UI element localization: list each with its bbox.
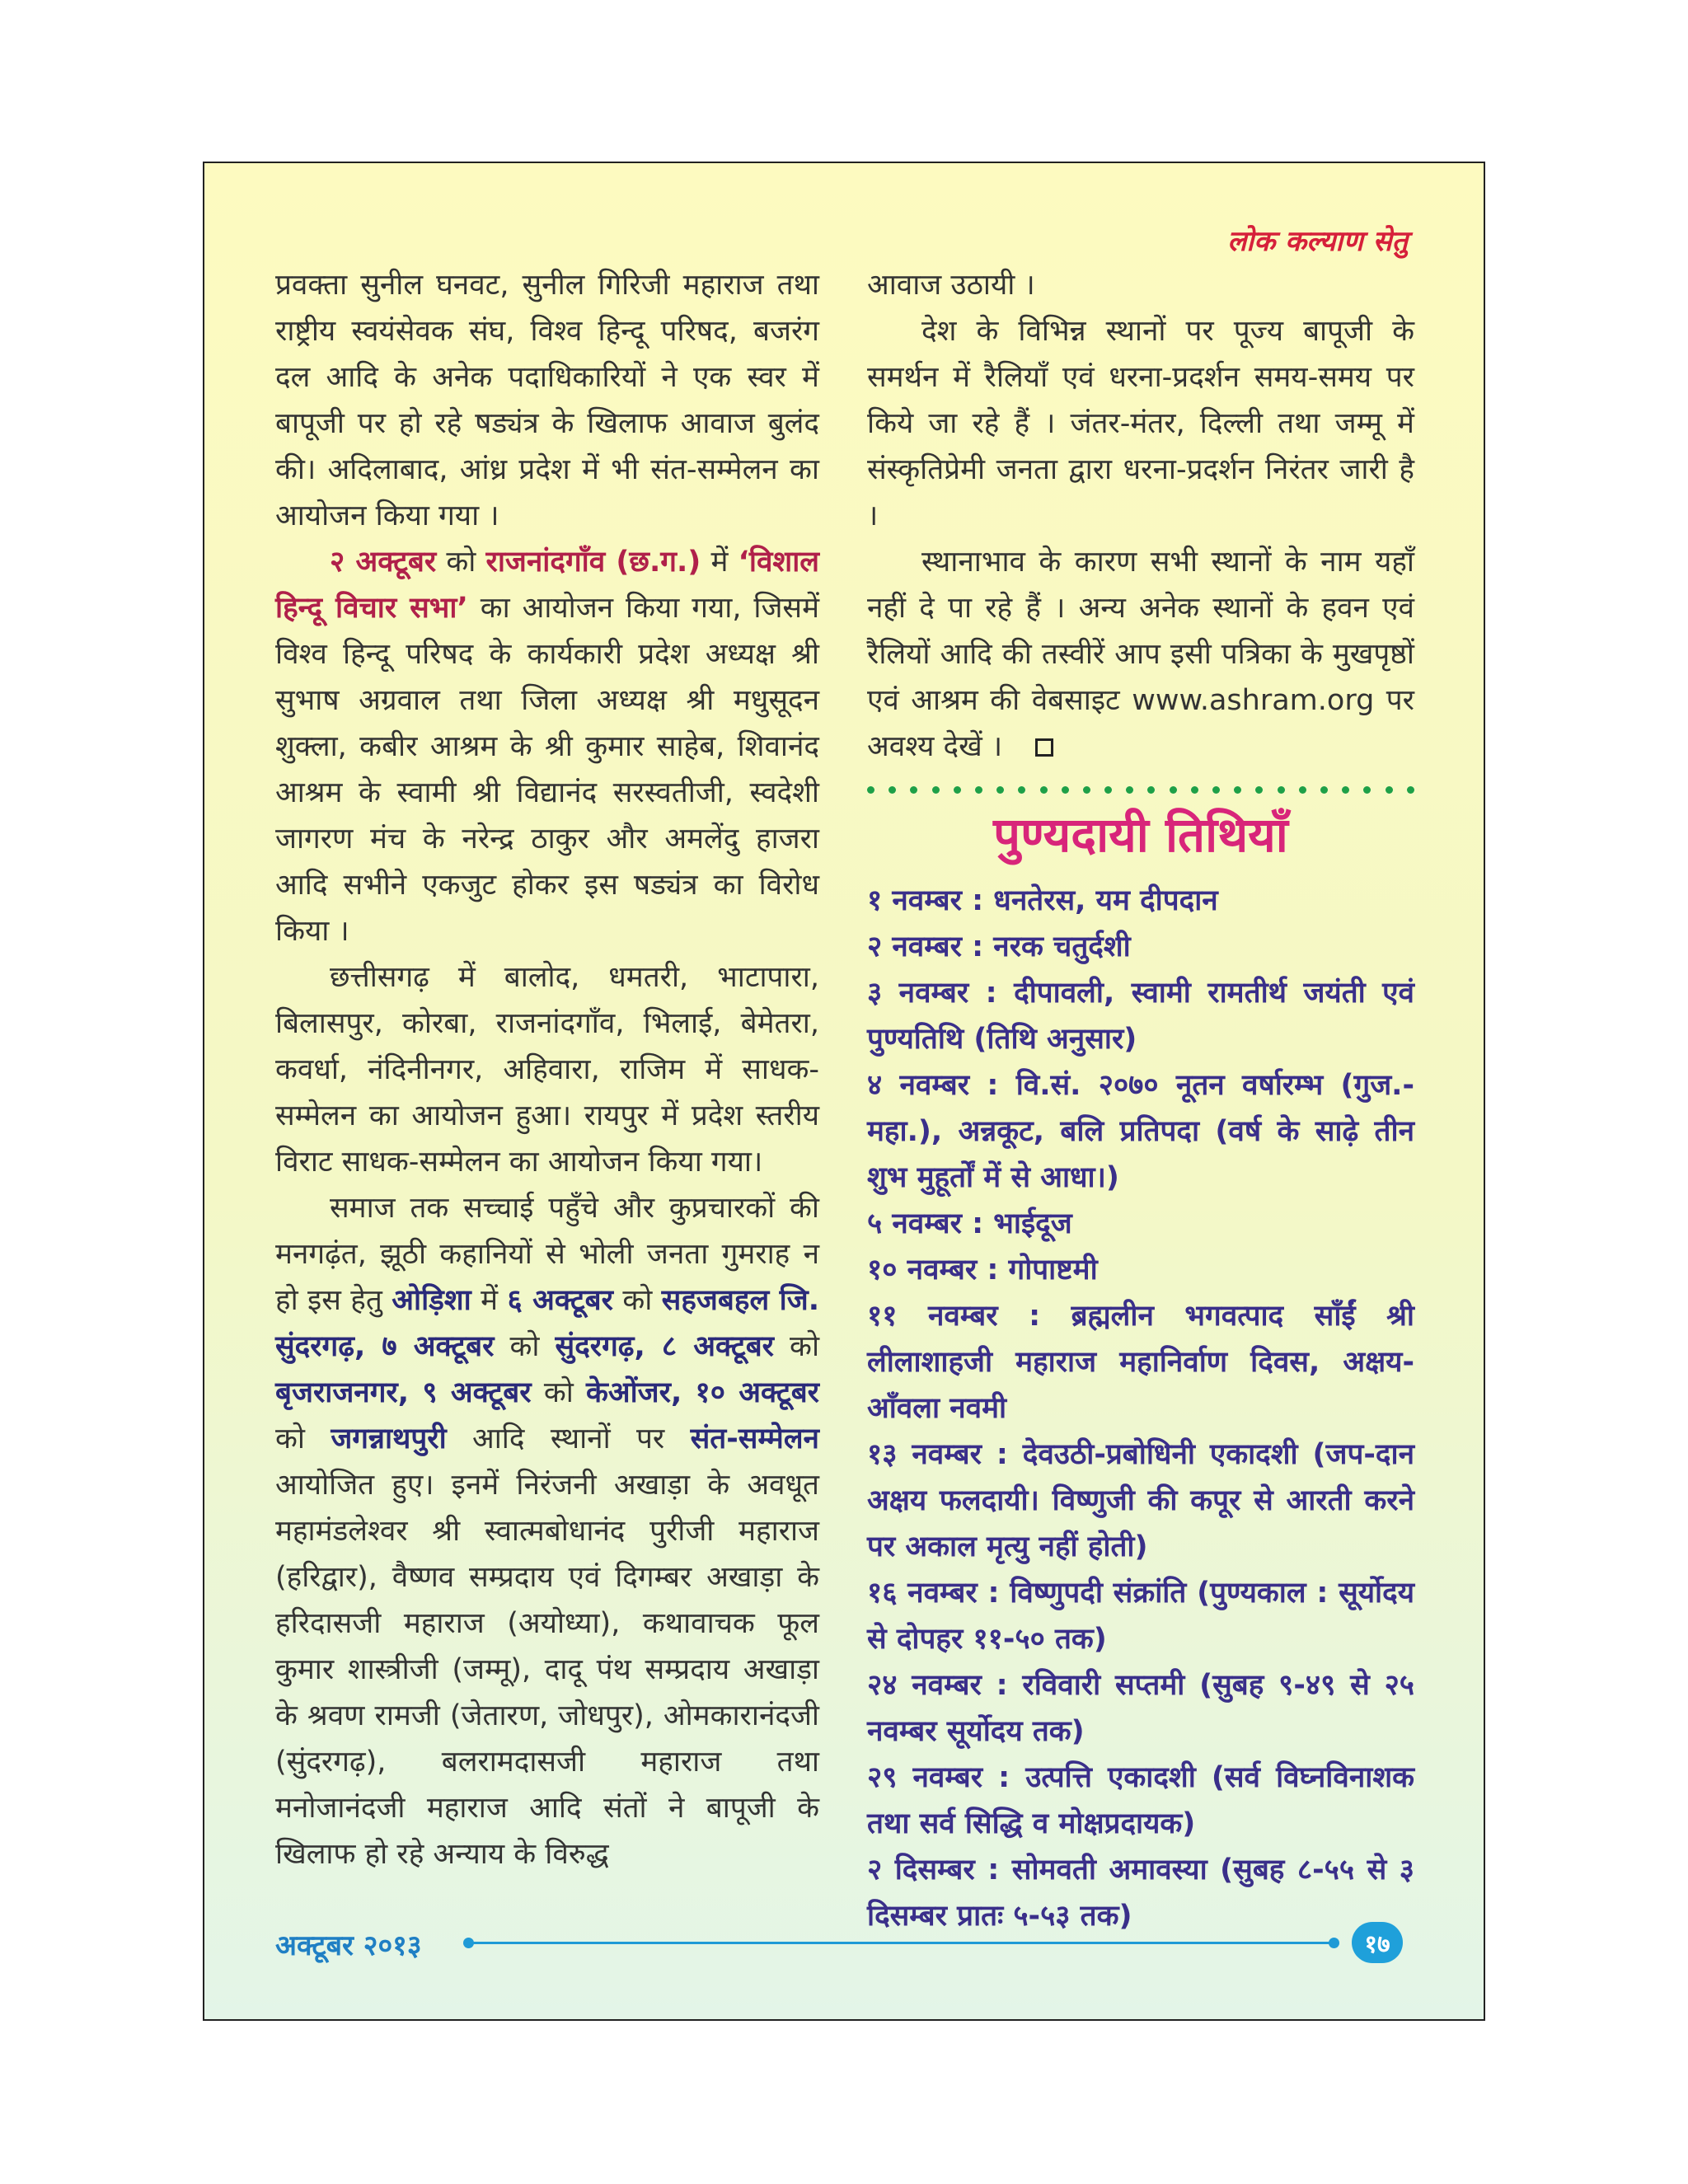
divider-dot [867,786,874,794]
right-paragraph-2: देश के विभिन्न स्थानों पर पूज्य बापूजी के समर्थन में रैलियाँ एवं धरना-प्रदर्शन समय-समय पर किये जा रहे हैं । जंतर-मंतर, दिल्ली तथा जम्मू में संस्कृतिप्रेमी जनता द्वारा धरना-प्रदर्शन निरंतर जारी है । [867,315,1414,532]
divider-dot [932,786,940,794]
tithi-list [867,878,1414,1939]
tithi-item: १३ नवम्बर : देवउठी-प्रबोधिनी एकादशी (जप-दान अक्षय फलदायी। विष्णुजी की कपूर से आरती करने पर अकाल मृत्यु नहीं होती) [867,1438,1414,1563]
divider-dot [1278,786,1285,794]
divider-dot [1255,786,1263,794]
right-paragraph-3: स्थानाभाव के कारण सभी स्थानों के नाम यहाँ नहीं दे पा रहे हैं । अन्य अनेक स्थानों के हवन एवं रैलियों आदि की तस्वीरें आप इसी पत्रिका के मुखपृष्ठों एवं आश्रम की वेबसाइट www.ashram.org पर अवश्य देखें । [867,546,1414,763]
divider-dot [975,786,982,794]
divider-dot [996,786,1004,794]
divider-dot [1407,786,1414,794]
right-paragraph-1: आवाज उठायी । [867,269,1035,302]
tithi-item: ४ नवम्बर : वि.सं. २०७० नूतन वर्षारम्भ (गुज.-महा.), अन्नकूट, बलि प्रतिपदा (वर्ष के साढ़े तीन शुभ मुहूर्तों में से आधा।) [867,1069,1414,1194]
left-paragraph-1: प्रवक्ता सुनील घनवट, सुनील गिरिजी महाराज तथा राष्ट्रीय स्वयंसेवक संघ, विश्व हिन्दू परिषद, बजरंग दल आदि के अनेक पदाधिकारियों ने एक स्वर में बापूजी पर हो रहे षड्यंत्र के खिलाफ आवाज बुलंद की। अदिलाबाद, आंध्र प्रदेश में भी संत-सम्मेलन का आयोजन किया गया । [275,269,819,532]
end-mark-icon [1035,738,1053,757]
magazine-page [203,162,1485,2021]
left-column [275,262,819,1877]
divider-dot [1147,786,1155,794]
left-paragraph-3: छत्तीसगढ़ में बालोद, धमतरी, भाटापारा, बिलासपुर, कोरबा, राजनांदगाँव, भिलाई, बेमेतरा, कवर्धा, नंदिनीनगर, अहिवारा, राजिम में साधक-सम्मेलन का आयोजन हुआ। रायपुर में प्रदेश स्तरीय विराट साधक-सम्मेलन का आयोजन किया गया। [275,961,819,1179]
section-title: पुण्यदायी तिथियाँ [993,807,1288,863]
divider-dot [1320,786,1328,794]
tithi-item: ३ नवम्बर : दीपावली, स्वामी रामतीर्थ जयंती एवं पुण्यतिथि (तिथि अनुसार) [867,977,1414,1056]
divider-dot [1126,786,1133,794]
divider-dot [1212,786,1220,794]
tithi-item: २४ नवम्बर : रविवारी सप्तमी (सुबह ९-४९ से २५ नवम्बर सूर्योदय तक) [867,1669,1414,1748]
divider-dot [1299,786,1306,794]
divider-dot [1062,786,1069,794]
tithi-item: २९ नवम्बर : उत्पत्ति एकादशी (सर्व विघ्नविनाशक तथा सर्व सिद्धि व मोक्षप्रदायक) [867,1761,1414,1840]
divider-dot [889,786,896,794]
divider-dot [1363,786,1371,794]
tithi-item: २ दिसम्बर : सोमवती अमावस्या (सुबह ८-५५ से ३ दिसम्बर प्रातः ५-५३ तक) [867,1854,1414,1933]
divider-dot [1083,786,1090,794]
divider-dot [1170,786,1177,794]
tithi-item: ११ नवम्बर : ब्रह्मलीन भगवत्पाद साँईं श्री लीलाशाहजी महाराज महानिर्वाण दिवस, अक्षय-आँवला नवमी [867,1300,1414,1425]
divider-dot [1040,786,1048,794]
divider-dot [1342,786,1349,794]
divider-dot [1386,786,1393,794]
footer-month: अक्टूबर २०१३ [275,1929,422,1962]
tithi-item: १ नवम्बर : धनतेरस, यम दीपदान [867,884,1218,917]
divider-dot [1191,786,1198,794]
tithi-item: १६ नवम्बर : विष्णुपदी संक्रांति (पुण्यकाल : सूर्योदय से दोपहर ११-५० तक) [867,1577,1414,1656]
right-column [867,262,1414,1939]
event-name: ‘विशाल हिन्दू विचार सभा’ [275,546,819,625]
tithi-item: १० नवम्बर : गोपाष्टमी [867,1254,1098,1286]
event-place: राजनांदगाँव (छ.ग.) [485,546,701,579]
footer-rule [468,1942,1334,1944]
dotted-divider [867,786,1414,794]
divider-dot [910,786,917,794]
footer-dot-right [1329,1938,1339,1948]
left-paragraph-2: २ अक्टूबर को राजनांदगाँव (छ.ग.) में ‘विशाल हिन्दू विचार सभा’ का आयोजन किया गया, जिसमें विश्व हिन्दू परिषद के कार्यकारी प्रदेश अध्यक्ष श्री सुभाष अग्रवाल तथा जिला अध्यक्ष श्री मधुसूदन शुक्ला, कबीर आश्रम के श्री कुमार साहेब, शिवानंद आश्रम के स्वामी श्री विद्यानंद सरस्वतीजी, स्वदेशी जागरण मंच के नरेन्द्र ठाकुर और अमलेंदु हाजरा आदि सभीने एकजुट होकर इस षड्यंत्र का विरोध किया । [275,546,819,948]
running-title: लोक कल्याण सेतु [1227,225,1408,258]
page-number: १७ [1352,1922,1403,1963]
tithi-item: ५ नवम्बर : भाईदूज [867,1207,1072,1240]
divider-dot [1104,786,1112,794]
divider-dot [1018,786,1025,794]
event-date: २ अक्टूबर [330,546,437,579]
divider-dot [1234,786,1241,794]
divider-dot [954,786,961,794]
left-paragraph-4: समाज तक सच्चाई पहुँचे और कुप्रचारकों की मनगढ़ंत, झूठी कहानियों से भोली जनता गुमराह न हो इस हेतु ओड़िशा में ६ अक्टूबर को सहजबहल जि. सुंदरगढ़, ७ अक्टूबर को सुंदरगढ़, ८ अक्टूबर को बृजराजनगर, ९ अक्टूबर को केओंजर, १० अक्टूबर को जगन्नाथपुरी आदि स्थानों पर संत-सम्मेलन आयोजित हुए। इनमें निरंजनी अखाड़ा के अवधूत महामंडलेश्वर श्री स्वात्मबोधानंद पुरीजी महाराज (हरिद्वार), वैष्णव सम्प्रदाय एवं दिगम्बर अखाड़ा के हरिदासजी महाराज (अयोध्या), कथावाचक फूल कुमार शास्त्रीजी (जम्मू), दादू पंथ सम्प्रदाय अखाड़ा के श्रवण रामजी (जेतारण, जोधपुर), ओमकारानंदजी (सुंदरगढ़), बलरामदासजी महाराज तथा मनोजानंदजी महाराज आदि संतों ने बापूजी के खिलाफ हो रहे अन्याय के विरुद्ध [275,1192,820,1871]
tithi-item: २ नवम्बर : नरक चतुर्दशी [867,930,1131,963]
